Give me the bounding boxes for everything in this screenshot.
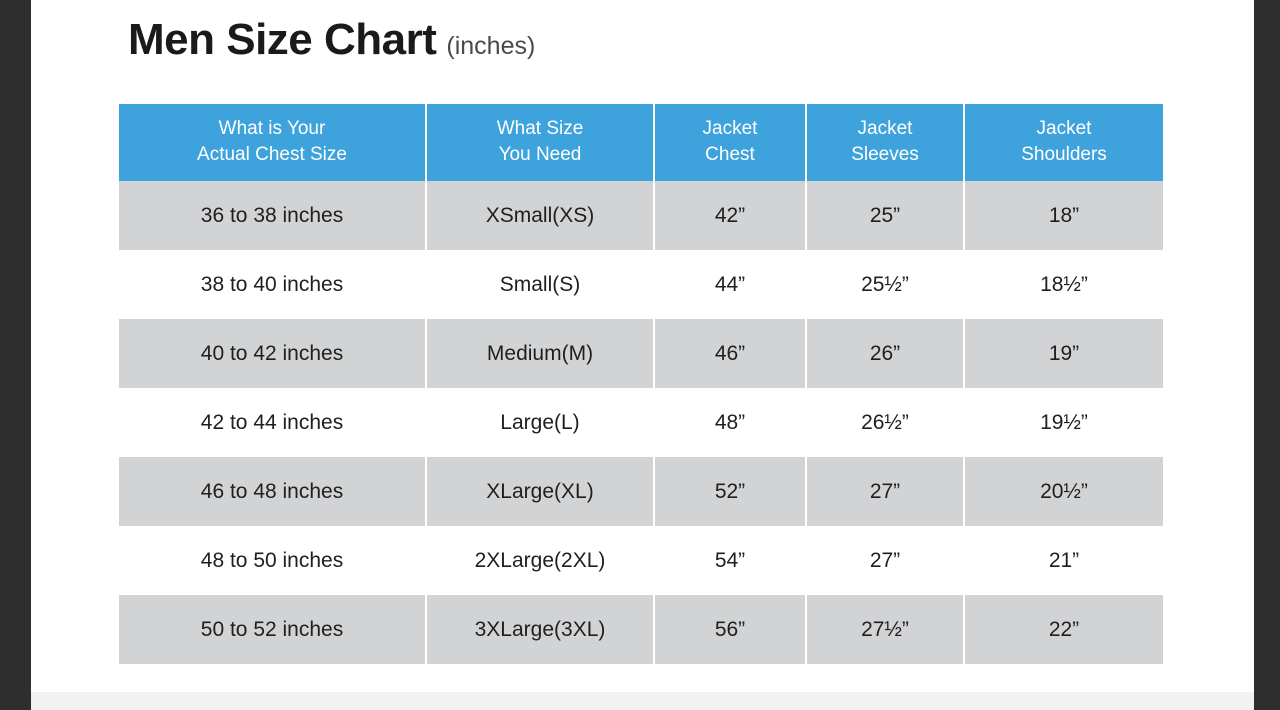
- cell-chest-size: 48 to 50 inches: [119, 526, 427, 595]
- table-row: [119, 457, 1163, 526]
- column-header-actual-chest-size: [119, 104, 427, 181]
- column-header-line1: Jacket: [702, 118, 758, 139]
- column-header-line2: Sleeves: [851, 143, 919, 165]
- page-title-unit: (inches): [446, 32, 536, 60]
- cell-jacket-shoulders: 18”: [965, 181, 1163, 250]
- cell-chest-size: 50 to 52 inches: [119, 595, 427, 664]
- cell-size-needed: XLarge(XL): [427, 457, 655, 526]
- cell-jacket-shoulders: 22”: [965, 595, 1163, 664]
- table-header-row: [119, 104, 1163, 181]
- table-row: [119, 250, 1163, 319]
- cell-jacket-shoulders: 18½”: [965, 250, 1163, 319]
- column-header-line2: Chest: [705, 143, 755, 165]
- cell-jacket-chest: 54”: [655, 526, 807, 595]
- table-row: [119, 181, 1163, 250]
- cell-chest-size: 36 to 38 inches: [119, 181, 427, 250]
- cell-size-needed: XSmall(XS): [427, 181, 655, 250]
- table-row: [119, 595, 1163, 664]
- cell-size-needed: Small(S): [427, 250, 655, 319]
- cell-chest-size: 46 to 48 inches: [119, 457, 427, 526]
- table-row: [119, 526, 1163, 595]
- cell-chest-size: 42 to 44 inches: [119, 388, 427, 457]
- table-row: [119, 319, 1163, 388]
- page-title: [128, 15, 536, 64]
- table-row: [119, 388, 1163, 457]
- cell-size-needed: 2XLarge(2XL): [427, 526, 655, 595]
- column-header-line2: Actual Chest Size: [197, 143, 347, 165]
- cell-jacket-sleeves: 27½”: [807, 595, 965, 664]
- table-body: [119, 181, 1163, 664]
- cell-jacket-chest: 46”: [655, 319, 807, 388]
- left-gutter: [0, 0, 31, 710]
- cell-size-needed: 3XLarge(3XL): [427, 595, 655, 664]
- cell-jacket-shoulders: 19½”: [965, 388, 1163, 457]
- cell-chest-size: 40 to 42 inches: [119, 319, 427, 388]
- cell-jacket-sleeves: 25½”: [807, 250, 965, 319]
- column-header-jacket-chest: [655, 104, 807, 181]
- cell-chest-size: 38 to 40 inches: [119, 250, 427, 319]
- cell-jacket-chest: 52”: [655, 457, 807, 526]
- column-header-line1: What is Your: [218, 118, 326, 139]
- cell-size-needed: Medium(M): [427, 319, 655, 388]
- cell-jacket-chest: 42”: [655, 181, 807, 250]
- column-header-line1: Jacket: [1036, 118, 1092, 139]
- cell-jacket-shoulders: 19”: [965, 319, 1163, 388]
- page-title-main: Men Size Chart: [128, 15, 437, 64]
- cell-jacket-shoulders: 21”: [965, 526, 1163, 595]
- column-header-line1: Jacket: [857, 118, 913, 139]
- cell-jacket-chest: 44”: [655, 250, 807, 319]
- cell-jacket-sleeves: 26½”: [807, 388, 965, 457]
- cell-jacket-chest: 48”: [655, 388, 807, 457]
- column-header-jacket-shoulders: [965, 104, 1163, 181]
- column-header-jacket-sleeves: [807, 104, 965, 181]
- column-header-size-you-need: [427, 104, 655, 181]
- column-header-line2: You Need: [498, 143, 582, 165]
- cell-jacket-sleeves: 27”: [807, 526, 965, 595]
- size-chart-table: [119, 104, 1163, 664]
- cell-jacket-sleeves: 25”: [807, 181, 965, 250]
- column-header-line2: Shoulders: [1021, 143, 1107, 165]
- cell-jacket-shoulders: 20½”: [965, 457, 1163, 526]
- table-header: [119, 104, 1163, 181]
- cell-jacket-chest: 56”: [655, 595, 807, 664]
- cell-jacket-sleeves: 27”: [807, 457, 965, 526]
- cell-size-needed: Large(L): [427, 388, 655, 457]
- right-gutter: [1254, 0, 1280, 710]
- document-page: [31, 0, 1254, 692]
- page-bottom-edge: [31, 692, 1254, 710]
- column-header-line1: What Size: [496, 118, 584, 139]
- cell-jacket-sleeves: 26”: [807, 319, 965, 388]
